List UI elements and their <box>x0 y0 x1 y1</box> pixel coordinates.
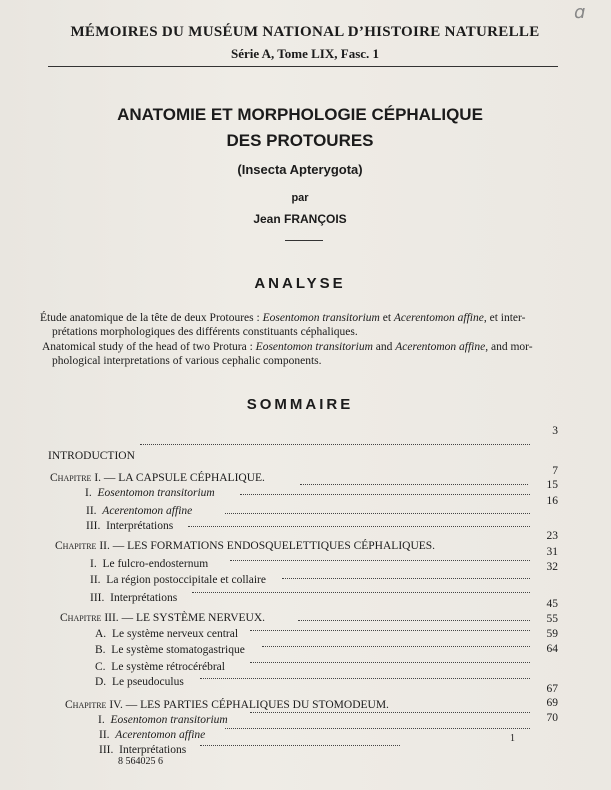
toc-page-number: 64 <box>546 643 558 655</box>
toc-page-number: 59 <box>546 628 558 640</box>
toc-dot-leader <box>188 526 530 527</box>
print-code: 8 564025 6 <box>118 756 163 767</box>
toc-dot-leader <box>192 592 530 593</box>
toc-item: I. Le fulcro-endosternum <box>90 558 209 570</box>
toc-page-number: 45 <box>546 598 558 610</box>
toc-dot-leader <box>240 494 530 495</box>
toc-item: II. La région postoccipitale et collaire <box>90 574 266 586</box>
analyse-heading: ANALYSE <box>254 275 346 292</box>
series-info: Série A, Tome LIX, Fasc. 1 <box>230 46 380 61</box>
toc-chapter-heading: Chapitre IV. — LES PARTIES CÉPHALIQUES DU STOMODEUM. <box>65 699 389 711</box>
toc-page-number: 16 <box>546 495 558 507</box>
toc-page-number: 70 <box>546 712 558 724</box>
toc-item: B. Le système stomatogastrique <box>95 644 245 656</box>
toc-item: II. Acerentomon affine <box>86 505 193 517</box>
pencil-mark: ɑ <box>574 2 586 23</box>
abstract-en-line2: phological interpretations of various cephalic components. <box>52 355 322 367</box>
toc-item: C. Le système rétrocérébral <box>95 661 225 673</box>
toc-chapter-heading: Chapitre I. — LA CAPSULE CÉPHALIQUE. <box>50 472 265 484</box>
toc-page-number: 3 <box>552 425 558 437</box>
article-title-line1: ANATOMIE ET MORPHOLOGIE CÉPHALIQUE <box>117 105 483 124</box>
toc-dot-leader <box>250 662 530 663</box>
toc-dot-leader <box>282 578 530 579</box>
toc-dot-leader <box>250 630 530 631</box>
toc-item: II. Acerentomon affine <box>99 729 206 741</box>
author-name: Jean FRANÇOIS <box>253 212 347 226</box>
toc-dot-leader <box>200 678 530 679</box>
toc-chapter-heading: Chapitre III. — LE SYSTÈME NERVEUX. <box>60 612 266 624</box>
toc-item: III. Interprétations <box>90 592 178 604</box>
toc-dot-leader <box>300 484 528 485</box>
toc-dot-leader <box>298 620 530 621</box>
abstract-fr-line2: prétations morphologiques des différents constituants céphaliques. <box>52 326 358 338</box>
toc-page-number: 67 <box>546 683 558 695</box>
toc-item: III. Interprétations <box>86 520 174 532</box>
toc-item: A. Le système nerveux central <box>95 628 239 640</box>
journal-title: MÉMOIRES DU MUSÉUM NATIONAL D’HISTOIRE NATURELLE <box>70 24 540 40</box>
toc-dot-leader <box>250 712 530 713</box>
toc-page-number: 69 <box>546 697 558 709</box>
toc-page-number: 7 <box>552 465 558 477</box>
toc-chapter-heading: Chapitre II. — LES FORMATIONS ENDOSQUELETTIQUES CÉPHALIQUES. <box>55 540 436 552</box>
article-title-line2: DES PROTOURES <box>226 131 374 150</box>
by-label: par <box>291 192 309 204</box>
toc-dot-leader <box>262 646 530 647</box>
abstract-en-line1: Anatomical study of the head of two Protura : Eosentomon transitorium and Acerentomon affine, and mor- <box>42 341 533 353</box>
toc-dot-leader <box>225 728 530 729</box>
abstract-fr-line1: Étude anatomique de la tête de deux Protoures : Eosentomon transitorium et Acerentomon affine, et inter- <box>40 312 526 324</box>
toc-intro-label: INTRODUCTION <box>48 450 135 462</box>
toc-item: D. Le pseudoculus <box>95 676 184 688</box>
page-folio: 1 <box>510 733 515 744</box>
toc-item: III. Interprétations <box>99 744 187 756</box>
toc-dot-leader <box>200 745 400 746</box>
toc-dot-leader <box>140 444 530 445</box>
sommaire-heading: SOMMAIRE <box>246 396 354 413</box>
toc-dot-leader <box>225 513 530 514</box>
toc-page-number: 31 <box>546 546 558 558</box>
toc-page-number: 23 <box>546 530 558 542</box>
toc-page-number: 55 <box>546 613 558 625</box>
toc-dot-leader <box>230 560 530 561</box>
article-subtitle: (Insecta Apterygota) <box>237 162 363 177</box>
toc-page-number: 32 <box>546 561 558 573</box>
toc-page-number: 15 <box>546 479 558 491</box>
toc-item: I. Eosentomon transitorium <box>98 714 228 726</box>
toc-item: I. Eosentomon transitorium <box>85 487 215 499</box>
